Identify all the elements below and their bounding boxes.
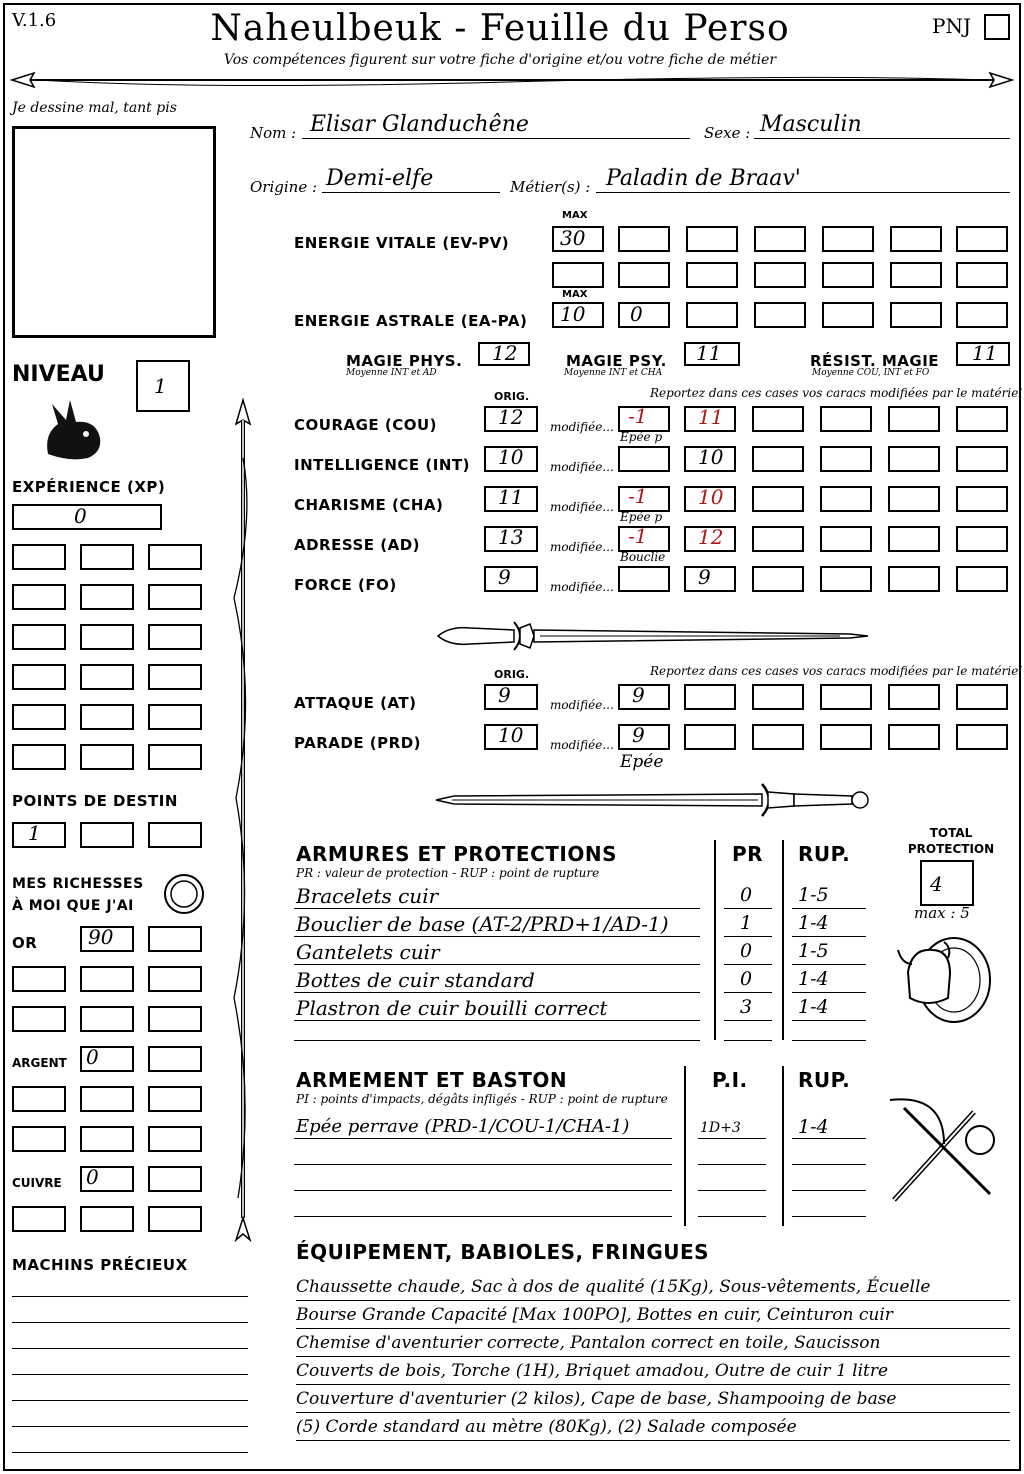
dragon-icon	[40, 394, 106, 464]
armures-pr-header: PR	[732, 842, 764, 866]
xp-grid-box[interactable]	[148, 664, 202, 690]
money-box[interactable]	[148, 926, 202, 952]
carac-box[interactable]	[684, 526, 736, 552]
page-title: Naheulbeuk - Feuille du Perso	[210, 8, 790, 49]
nom-label: Nom :	[250, 124, 297, 142]
sword-icon	[430, 614, 872, 658]
armement-note: PI : points d'impacts, dégâts infligés - RUP : point de rupture	[296, 1092, 668, 1106]
combat-box[interactable]	[820, 724, 872, 750]
resist-magie-label: RÉSIST. MAGIE	[810, 352, 940, 370]
ev-box[interactable]	[686, 262, 738, 288]
carac-box[interactable]	[888, 406, 940, 432]
carac-modif-label: modifiée...	[550, 540, 614, 554]
destin-box[interactable]	[80, 822, 134, 848]
xp-grid-box[interactable]	[12, 664, 66, 690]
armure-pr: 0	[740, 940, 753, 962]
armure-rup: 1-5	[798, 884, 829, 906]
ea-label: ENERGIE ASTRALE (EA-PA)	[294, 312, 528, 330]
resist-magie-box[interactable]	[956, 342, 1010, 366]
arme-rup: 1-4	[798, 1116, 829, 1138]
arme-name-line[interactable]	[294, 1192, 672, 1217]
combat-note: Reportez dans ces cases vos caracs modifiées par le matériel	[650, 664, 1023, 678]
money-box[interactable]	[12, 1206, 66, 1232]
metier-value: Paladin de Braav'	[606, 166, 801, 191]
money-box[interactable]	[148, 1006, 202, 1032]
money-box[interactable]	[148, 1206, 202, 1232]
carac-final-value: 10	[698, 445, 724, 469]
armement-rup-header: RUP.	[798, 1068, 851, 1092]
carac-label: FORCE (FO)	[294, 576, 397, 594]
carac-modif-label: modifiée...	[550, 420, 614, 434]
pnj-label: PNJ	[932, 14, 971, 38]
argent-value: 0	[86, 1045, 99, 1069]
ev-box[interactable]	[822, 262, 874, 288]
money-box[interactable]	[80, 1166, 134, 1192]
magie-psy-box[interactable]	[684, 342, 740, 366]
total-protection-label-2: PROTECTION	[907, 842, 995, 856]
xp-grid-box[interactable]	[80, 744, 134, 770]
combat-label: PARADE (PRD)	[294, 734, 422, 752]
carac-box[interactable]	[618, 486, 670, 512]
money-box[interactable]	[148, 1086, 202, 1112]
carac-final-value: 12	[698, 525, 724, 549]
carac-modif-label: modifiée...	[550, 580, 614, 594]
carac-box[interactable]	[888, 526, 940, 552]
carac-box[interactable]	[752, 526, 804, 552]
armures-rup-header: RUP.	[798, 842, 851, 866]
parade-weapon-note: Epée	[620, 752, 664, 772]
carac-box[interactable]	[888, 486, 940, 512]
xp-grid-box[interactable]	[148, 584, 202, 610]
carac-mod-value: -1	[628, 484, 648, 508]
money-box[interactable]	[148, 1126, 202, 1152]
sexe-value: Masculin	[760, 112, 862, 137]
carac-orig-value: 9	[498, 565, 511, 589]
armure-name: Gantelets cuir	[296, 940, 440, 964]
machins-label: MACHINS PRÉCIEUX	[12, 1256, 188, 1274]
metier-label: Métier(s) :	[510, 178, 591, 196]
carac-orig-box[interactable]	[484, 486, 538, 512]
xp-grid-box[interactable]	[12, 704, 66, 730]
arme-rup-line[interactable]	[792, 1192, 866, 1217]
xp-grid-box[interactable]	[12, 584, 66, 610]
magie-psy-value: 11	[696, 341, 722, 365]
niveau-box[interactable]	[136, 360, 190, 412]
ev-box[interactable]	[552, 226, 604, 252]
destin-box[interactable]	[148, 822, 202, 848]
equipement-title: ÉQUIPEMENT, BABIOLES, FRINGUES	[296, 1240, 710, 1264]
magie-psy-note: Moyenne INT et CHA	[564, 368, 663, 378]
combat-box[interactable]	[888, 684, 940, 710]
carac-box[interactable]	[618, 566, 670, 592]
richesses-label-1: MES RICHESSES	[12, 876, 144, 892]
ea-max-value: 10	[560, 302, 586, 326]
carac-box[interactable]	[820, 446, 872, 472]
armure-pr: 1	[740, 912, 753, 934]
ev-box[interactable]	[618, 262, 670, 288]
carac-orig-value: 11	[498, 485, 524, 509]
ev-box[interactable]	[618, 226, 670, 252]
carac-orig-value: 12	[498, 405, 524, 429]
resist-magie-value: 11	[972, 341, 998, 365]
money-box[interactable]	[12, 1006, 66, 1032]
armure-rup-line[interactable]	[792, 1022, 866, 1041]
carac-final-value: 11	[698, 405, 724, 429]
combat-orig-value: 10	[498, 723, 524, 747]
magie-phys-note: Moyenne INT et AD	[346, 368, 437, 378]
armement-pi-header: P.I.	[712, 1068, 748, 1092]
armure-rup: 1-4	[798, 968, 829, 990]
nom-value: Elisar Glanduchêne	[310, 112, 529, 137]
magie-phys-label: MAGIE PHYS.	[346, 352, 463, 370]
money-box[interactable]	[12, 966, 66, 992]
xp-grid-box[interactable]	[80, 584, 134, 610]
caracs-note: Reportez dans ces cases vos caracs modifiées par le matériel	[650, 386, 1023, 400]
combat-box[interactable]	[684, 684, 736, 710]
carac-box[interactable]	[956, 406, 1008, 432]
carac-orig-box[interactable]	[484, 406, 538, 432]
armement-title: ARMEMENT ET BASTON	[296, 1068, 568, 1092]
xp-grid-box[interactable]	[12, 744, 66, 770]
machins-line[interactable]	[12, 1436, 248, 1453]
carac-mod-note: Epée p	[620, 510, 663, 524]
total-protection-box[interactable]	[920, 860, 974, 906]
arme-pi: 1D+3	[700, 1120, 741, 1136]
carac-label: INTELLIGENCE (INT)	[294, 456, 470, 474]
ea-box[interactable]	[552, 302, 604, 328]
ev-box[interactable]	[890, 226, 942, 252]
ea-box[interactable]	[754, 302, 806, 328]
combat-modif-label: modifiée...	[550, 738, 614, 752]
carac-box[interactable]	[956, 566, 1008, 592]
carac-box[interactable]	[618, 406, 670, 432]
total-protection-max: max : 5	[914, 904, 970, 922]
sword-icon-2	[432, 778, 872, 822]
armure-pr: 0	[740, 884, 753, 906]
combat-box[interactable]	[956, 724, 1008, 750]
armure-rup: 1-4	[798, 912, 829, 934]
ev-box[interactable]	[822, 226, 874, 252]
arme-pi-line[interactable]	[698, 1140, 766, 1165]
or-value: 90	[88, 925, 114, 949]
carac-label: ADRESSE (AD)	[294, 536, 421, 554]
xp-grid-box[interactable]	[148, 624, 202, 650]
combat-box[interactable]	[752, 724, 804, 750]
spear-divider-icon	[8, 68, 1016, 92]
carac-label: COURAGE (COU)	[294, 416, 438, 434]
equipement-line[interactable]: (5) Corde standard au mètre (80Kg), (2) Salade composée	[296, 1414, 1010, 1441]
ev-box[interactable]	[754, 262, 806, 288]
armure-pr-line[interactable]	[724, 1022, 772, 1041]
money-box[interactable]	[80, 926, 134, 952]
equipement-line[interactable]: Couverture d'aventurier (2 kilos), Cape de base, Shampooing de base	[296, 1386, 1010, 1413]
armement-divider	[684, 1066, 686, 1226]
carac-box[interactable]	[956, 526, 1008, 552]
armure-name: Bracelets cuir	[296, 884, 439, 908]
armures-divider-2	[782, 840, 784, 1040]
carac-box[interactable]	[684, 446, 736, 472]
xp-grid-box[interactable]	[12, 624, 66, 650]
armures-title: ARMURES ET PROTECTIONS	[296, 842, 617, 866]
armure-name-line[interactable]	[294, 1022, 700, 1041]
money-box[interactable]	[80, 1086, 134, 1112]
combat-orig-value: 9	[498, 683, 511, 707]
xp-box[interactable]	[12, 504, 162, 530]
armures-note: PR : valeur de protection - RUP : point de rupture	[296, 866, 600, 880]
equipement-line[interactable]: Chaussette chaude, Sac à dos de qualité (15Kg), Sous-vêtements, Écuelle	[296, 1274, 1010, 1301]
money-box[interactable]	[80, 1046, 134, 1072]
total-protection-value: 4	[930, 872, 943, 896]
argent-label: ARGENT	[12, 1056, 67, 1070]
origine-label: Origine :	[250, 178, 318, 196]
combat-box[interactable]	[752, 684, 804, 710]
combat-orig-box[interactable]	[484, 684, 538, 710]
page-subtitle: Vos compétences figurent sur votre fiche d'origine et/ou votre fiche de métier	[223, 52, 777, 68]
destin-box[interactable]	[12, 822, 66, 848]
armures-divider	[714, 840, 716, 1040]
xp-value: 0	[74, 504, 87, 528]
carac-box[interactable]	[888, 446, 940, 472]
weapons-icon	[884, 1094, 1004, 1214]
portrait-box[interactable]	[12, 126, 216, 338]
carac-box[interactable]	[820, 406, 872, 432]
ev-box[interactable]	[956, 262, 1008, 288]
combat-final-value: 9	[632, 723, 645, 747]
cuivre-label: CUIVRE	[12, 1176, 62, 1190]
total-protection-label-1: TOTAL	[929, 826, 973, 840]
ev-label: ENERGIE VITALE (EV-PV)	[294, 234, 510, 252]
destin-value: 1	[28, 821, 41, 845]
pnj-checkbox[interactable]	[984, 14, 1010, 40]
magie-psy-label: MAGIE PSY.	[566, 352, 667, 370]
magie-phys-box[interactable]	[478, 342, 530, 366]
combat-box[interactable]	[956, 684, 1008, 710]
coin-icon	[162, 872, 206, 916]
carac-modif-label: modifiée...	[550, 500, 614, 514]
carac-final-value: 10	[698, 485, 724, 509]
arme-pi-line[interactable]	[698, 1192, 766, 1217]
arme-name: Epée perrave (PRD-1/COU-1/CHA-1)	[296, 1116, 630, 1137]
helmet-shield-icon	[892, 928, 998, 1028]
arme-rup-line[interactable]	[792, 1166, 866, 1191]
armure-rup: 1-4	[798, 996, 829, 1018]
arme-name-line[interactable]	[294, 1140, 672, 1165]
combat-box[interactable]	[618, 724, 670, 750]
ev-box[interactable]	[956, 226, 1008, 252]
ev-max-value: 30	[560, 226, 586, 250]
version-label: V.1.6	[12, 10, 57, 31]
xp-grid-box[interactable]	[148, 704, 202, 730]
carac-box[interactable]	[618, 446, 670, 472]
carac-orig-value: 13	[498, 525, 524, 549]
combat-final-value: 9	[632, 683, 645, 707]
ea-max-label: MAX	[562, 289, 588, 300]
carac-label: CHARISME (CHA)	[294, 496, 444, 514]
carac-box[interactable]	[752, 486, 804, 512]
money-box[interactable]	[80, 1126, 134, 1152]
cuivre-value: 0	[86, 1165, 99, 1189]
money-box[interactable]	[148, 1166, 202, 1192]
machins-line[interactable]	[12, 1384, 248, 1401]
ev-box[interactable]	[552, 262, 604, 288]
carac-orig-box[interactable]	[484, 566, 538, 592]
ea-box[interactable]	[822, 302, 874, 328]
arme-rup-line[interactable]	[792, 1140, 866, 1165]
machins-line[interactable]	[12, 1280, 248, 1297]
ea-box[interactable]	[618, 302, 670, 328]
carac-mod-value: -1	[628, 404, 648, 428]
machins-line[interactable]	[12, 1332, 248, 1349]
carac-orig-box[interactable]	[484, 526, 538, 552]
carac-box[interactable]	[888, 566, 940, 592]
xp-grid-box[interactable]	[80, 624, 134, 650]
carac-box[interactable]	[820, 566, 872, 592]
combat-label: ATTAQUE (AT)	[294, 694, 417, 712]
carac-box[interactable]	[752, 446, 804, 472]
carac-mod-note: Epée p	[620, 430, 663, 444]
combat-modif-label: modifiée...	[550, 698, 614, 712]
carac-box[interactable]	[684, 566, 736, 592]
equipement-line[interactable]: Couverts de bois, Torche (1H), Briquet amadou, Outre de cuir 1 litre	[296, 1358, 1010, 1385]
combat-box[interactable]	[820, 684, 872, 710]
carac-box[interactable]	[752, 566, 804, 592]
money-box[interactable]	[12, 1086, 66, 1112]
ea-box[interactable]	[956, 302, 1008, 328]
xp-label: EXPÉRIENCE (XP)	[12, 478, 166, 496]
niveau-value: 1	[154, 374, 167, 398]
ev-box[interactable]	[686, 226, 738, 252]
ev-box[interactable]	[890, 262, 942, 288]
carac-final-value: 9	[698, 565, 711, 589]
equipement-line[interactable]: Bourse Grande Capacité [Max 100PO], Bottes en cuir, Ceinturon cuir	[296, 1302, 1010, 1329]
ea-current-value: 0	[630, 302, 643, 326]
xp-grid-box[interactable]	[12, 544, 66, 570]
machins-line[interactable]	[12, 1410, 248, 1427]
carac-box[interactable]	[684, 406, 736, 432]
niveau-label: NIVEAU	[12, 362, 105, 387]
spear-icon	[228, 398, 258, 1248]
magie-phys-value: 12	[492, 341, 518, 365]
destin-label: POINTS DE DESTIN	[12, 792, 178, 810]
carac-box[interactable]	[820, 486, 872, 512]
xp-grid-box[interactable]	[80, 704, 134, 730]
xp-grid-box[interactable]	[148, 744, 202, 770]
carac-orig-value: 10	[498, 445, 524, 469]
machins-line[interactable]	[12, 1358, 248, 1375]
combat-orig-label: ORIG.	[494, 668, 530, 681]
armure-pr: 0	[740, 968, 753, 990]
money-box[interactable]	[80, 1006, 134, 1032]
xp-grid-box[interactable]	[80, 664, 134, 690]
carac-box[interactable]	[684, 486, 736, 512]
armure-name: Bouclier de base (AT-2/PRD+1/AD-1)	[296, 912, 669, 936]
resist-magie-note: Moyenne COU, INT et FO	[812, 368, 930, 378]
money-box[interactable]	[12, 1126, 66, 1152]
machins-line[interactable]	[12, 1306, 248, 1323]
carac-mod-note: Bouclie	[620, 550, 666, 564]
ev-max-label: MAX	[562, 210, 588, 221]
richesses-label-2: À MOI QUE J'AI	[12, 898, 134, 914]
money-box[interactable]	[80, 1206, 134, 1232]
armement-divider-2	[782, 1066, 784, 1226]
carac-box[interactable]	[820, 526, 872, 552]
carac-box[interactable]	[956, 486, 1008, 512]
origine-value: Demi-elfe	[326, 166, 434, 191]
carac-box[interactable]	[618, 526, 670, 552]
or-label: OR	[12, 934, 38, 952]
money-box[interactable]	[80, 966, 134, 992]
sexe-label: Sexe :	[704, 124, 751, 142]
carac-box[interactable]	[956, 446, 1008, 472]
xp-grid-box[interactable]	[80, 544, 134, 570]
armure-name: Plastron de cuir bouilli correct	[296, 996, 608, 1020]
equipement-line[interactable]: Chemise d'aventurier correcte, Pantalon correct en toile, Saucisson	[296, 1330, 1010, 1357]
combat-orig-box[interactable]	[484, 724, 538, 750]
money-box[interactable]	[148, 1046, 202, 1072]
carac-box[interactable]	[752, 406, 804, 432]
ea-box[interactable]	[890, 302, 942, 328]
carac-modif-label: modifiée...	[550, 460, 614, 474]
xp-grid-box[interactable]	[148, 544, 202, 570]
ea-box[interactable]	[686, 302, 738, 328]
carac-mod-value: -1	[628, 524, 648, 548]
combat-box[interactable]	[684, 724, 736, 750]
carac-orig-box[interactable]	[484, 446, 538, 472]
armure-pr: 3	[740, 996, 753, 1018]
armure-rup: 1-5	[798, 940, 829, 962]
arme-name-line[interactable]	[294, 1166, 672, 1191]
money-box[interactable]	[148, 966, 202, 992]
combat-box[interactable]	[888, 724, 940, 750]
combat-box[interactable]	[618, 684, 670, 710]
armure-name: Bottes de cuir standard	[296, 968, 535, 992]
portrait-caption: Je dessine mal, tant pis	[12, 100, 177, 116]
caracs-orig-label: ORIG.	[494, 390, 530, 403]
arme-pi-line[interactable]	[698, 1166, 766, 1191]
ev-box[interactable]	[754, 226, 806, 252]
